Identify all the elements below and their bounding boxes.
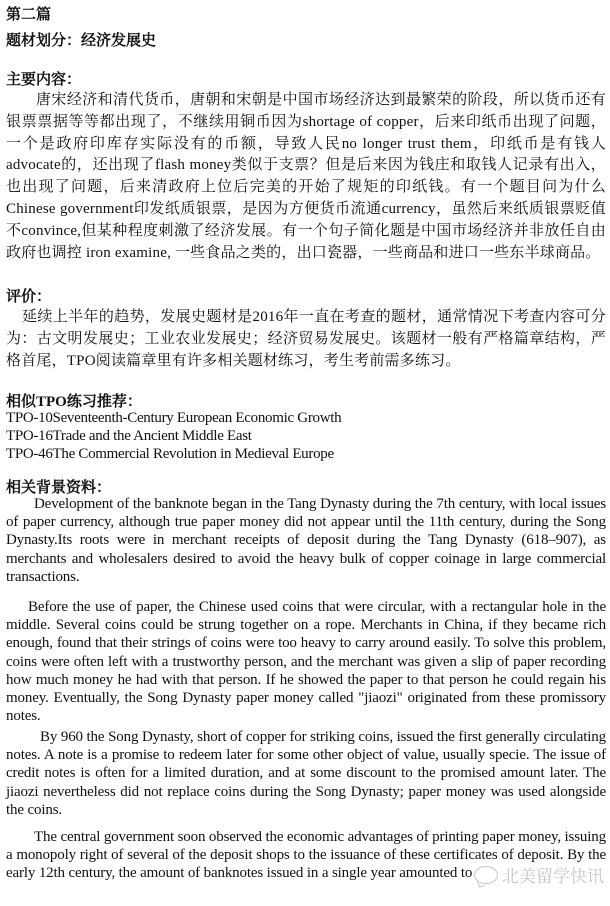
tpo-item: TPO-16Trade and the Ancient Middle East	[6, 428, 252, 444]
tpo-item: TPO-46The Commercial Revolution in Medieval Europe	[6, 446, 334, 462]
watermark-text: 北美留学快讯	[502, 867, 604, 887]
tpo-item: TPO-10Seventeenth-Century European Economic Growth	[6, 410, 342, 426]
tpo-recommendations-heading: 相似TPO练习推荐：	[6, 394, 142, 410]
background-heading: 相关背景资料：	[6, 480, 112, 496]
background-paragraph: By 960 the Song Dynasty, short of copper for striking coins, issued the first generally circulating notes. A note is a promise to redeem later for some other object of value, usually specie. The issue of credit notes is often for a limited duration, and at some discount to the promised amount later. The jiaozi nevertheless did not replace coins during the Song Dynasty; paper money was used alongside the coins.	[6, 729, 606, 818]
evaluation-paragraph: 延续上半年的趋势，发展史题材是2016年一直在考查的题材，通常情况下考查内容可分为：古文明发展史；工业农业发展史；经济贸易发展史。该题材一般有严格篇章结构，严格首尾，TPO阅读篇章里有许多相关题材练习，考生考前需多练习。	[6, 309, 606, 369]
main-content-heading: 主要内容：	[6, 72, 82, 88]
wechat-icon	[474, 866, 498, 884]
watermark	[474, 862, 604, 887]
background-paragraph: Before the use of paper, the Chinese used coins that were circular, with a rectangular hole in the middle. Several coins could be strung together on a rope. Merchants in China, if they became rich enough, found that their strings of coins were too heavy to carry around easily. To solve this problem, coins were often left with a trustworthy person, and the merchant was given a slip of paper recording how much money he had with that person. If he showed the paper to that person he could regain his money. Eventually, the Song Dynasty paper money called "jiaozi" originated from these promissory notes.	[6, 599, 606, 725]
background-paragraph: The central government soon observed the economic advantages of printing paper money, issuing a monopoly right of several of the deposit shops to the issuance of these certificates of deposit. By the early 12th century, the amount of banknotes issued in a single year amounted to	[6, 829, 606, 882]
chapter-title: 第二篇	[6, 7, 52, 23]
evaluation-heading: 评价：	[6, 289, 52, 305]
background-paragraph: Development of the banknote began in the Tang Dynasty during the 7th century, with local issues of paper currency, although true paper money did not appear until the 11th century, during the Song Dynasty.Its roots were in merchant receipts of deposit during the Tang Dynasty (618–907), as merchants and wholesalers desired to avoid the heavy bulk of copper coinage in large commercial transactions.	[6, 496, 606, 585]
tpo-list	[6, 409, 341, 463]
topic-title: 题材划分：经济发展史	[6, 33, 157, 49]
main-content-paragraph: 唐宋经济和清代货币，唐朝和宋朝是中国市场经济达到最繁荣的阶段，所以货币还有银票票据等等都出现了，不继续用铜币因为shortage of copper，后来印纸币出现了问题，一个是政府印库存实际没有的币额，导致人民no longer trust them，印纸币是有钱人advocate的，还出现了flash money类似于支票？但是后来因为钱庄和取钱人记录有出入，也出现了问题，后来清政府上位后完美的开始了规矩的印纸钱。有一个题目问为什么Chinese government印发纸质银票，是因为方便货币流通currency，虽然后来纸质银票贬值不convince,但某种程度刺激了经济发展。有一个句子简化题是中国市场经济并非放任自由政府也调控 iron examine, 一些食品之类的，出口瓷器，一些商品和进口一些东半球商品。	[6, 92, 606, 261]
